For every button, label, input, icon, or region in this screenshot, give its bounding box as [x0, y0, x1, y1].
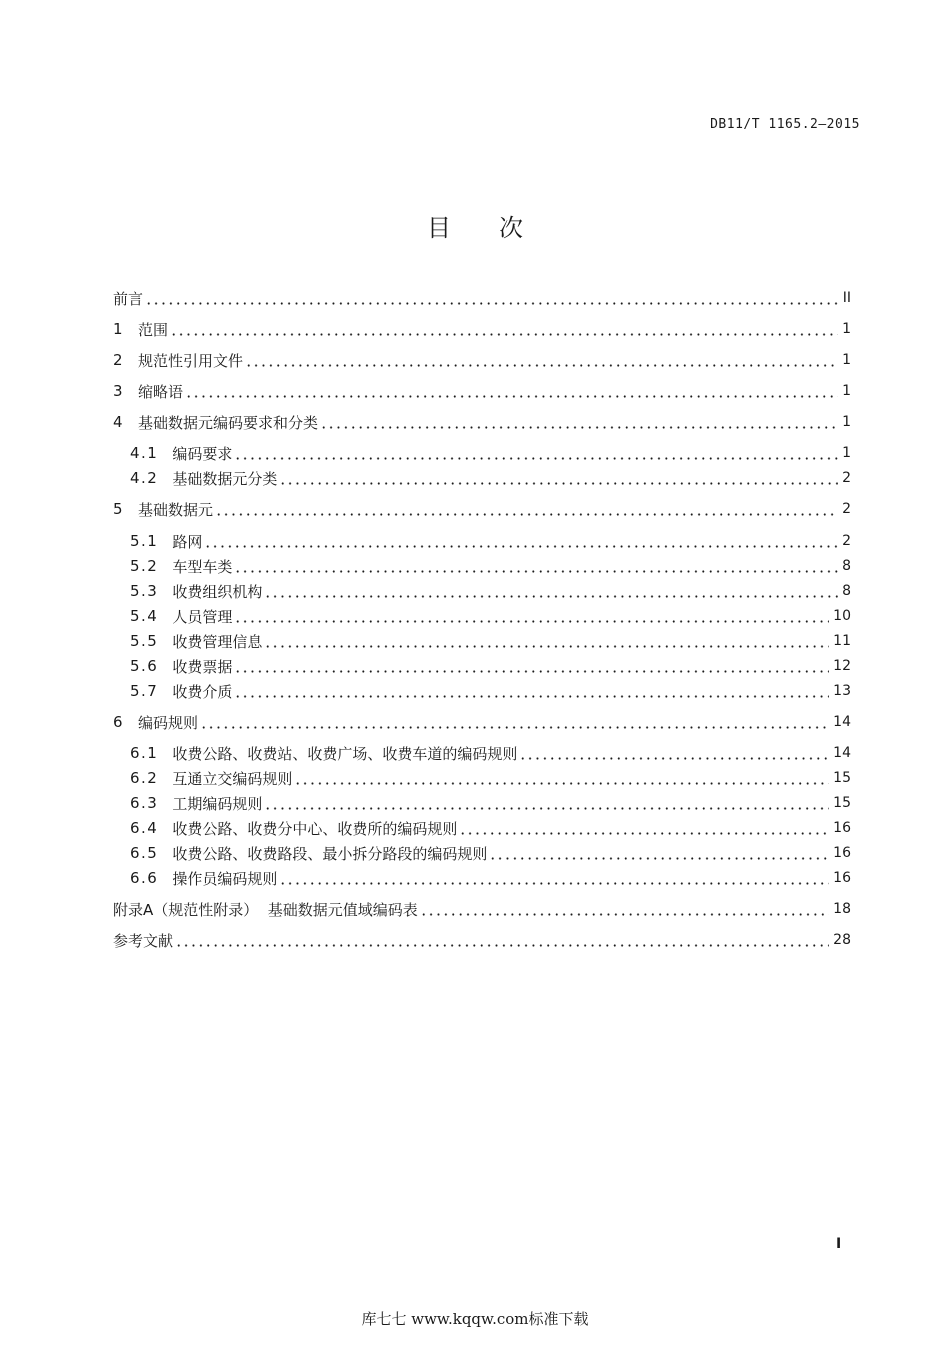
- toc-entry-number: 5.5: [130, 632, 159, 650]
- toc-entry-label: 互通立交编码规则: [172, 769, 293, 788]
- toc-entry[interactable]: [113, 412, 851, 432]
- toc-entry-number: 5.4: [130, 607, 159, 625]
- toc-entry-number: 6: [113, 713, 125, 731]
- toc-entry-number: 5.1: [130, 532, 159, 550]
- toc-entry-page: 2: [842, 533, 851, 549]
- toc-entry[interactable]: [113, 319, 851, 339]
- toc-entry-label: 工期编码规则: [172, 794, 263, 813]
- toc-entry-page: 13: [833, 683, 851, 699]
- toc-leader-dots: [420, 899, 829, 919]
- toc-entry-label: 参考文献: [113, 931, 174, 950]
- toc-entry-number: 5: [113, 500, 125, 518]
- toc-entry-page: 10: [833, 608, 851, 624]
- toc-leader-dots: [145, 288, 839, 308]
- toc-entry-label: 编码规则: [138, 713, 199, 732]
- toc-leader-dots: [204, 531, 838, 551]
- toc-subentry[interactable]: [130, 443, 851, 463]
- page-title: 目次: [427, 214, 571, 242]
- toc-subentry[interactable]: [130, 681, 851, 701]
- toc-entry[interactable]: [113, 381, 851, 401]
- toc-subentry[interactable]: [130, 631, 851, 651]
- toc-entry-label: 基础数据元分类: [172, 469, 278, 488]
- toc-entry-label: 人员管理: [172, 607, 233, 626]
- toc-leader-dots: [294, 768, 829, 788]
- toc-entry-label: 车型车类: [172, 557, 233, 576]
- toc-subentry[interactable]: [130, 793, 851, 813]
- toc-entry[interactable]: [113, 350, 851, 370]
- toc-leader-dots: [245, 350, 838, 370]
- toc-leader-dots: [279, 468, 838, 488]
- toc-entry-page: 16: [833, 845, 851, 861]
- toc-entry-number: 6.3: [130, 794, 159, 812]
- toc-entry-references[interactable]: [113, 930, 851, 950]
- toc-entry-page: 1: [842, 383, 851, 399]
- toc-subentry[interactable]: [130, 818, 851, 838]
- toc-entry-page: II: [842, 290, 851, 306]
- toc-leader-dots: [264, 631, 829, 651]
- toc-leader-dots: [215, 499, 838, 519]
- toc-entry-label: 收费公路、收费分中心、收费所的编码规则: [172, 819, 458, 838]
- toc-entry-label: 规范性引用文件: [138, 351, 244, 370]
- toc-entry-label: 基础数据元: [138, 500, 214, 519]
- toc-entry-page: 12: [833, 658, 851, 674]
- toc-entry-label: 编码要求: [172, 444, 233, 463]
- toc-entry-number: 6.6: [130, 869, 159, 887]
- toc-subentry[interactable]: [130, 768, 851, 788]
- toc-leader-dots: [170, 319, 838, 339]
- toc-entry-number: 4.1: [130, 444, 159, 462]
- toc-entry-number: 6.2: [130, 769, 159, 787]
- toc-entry-number: 5.2: [130, 557, 159, 575]
- toc-leader-dots: [234, 443, 838, 463]
- toc-leader-dots: [519, 743, 829, 763]
- toc-entry-page: 15: [833, 795, 851, 811]
- toc-entry-page: 2: [842, 470, 851, 486]
- toc-entry-page: 16: [833, 820, 851, 836]
- toc-entry-label: 收费管理信息: [172, 632, 263, 651]
- toc-entry-number: 5.3: [130, 582, 159, 600]
- toc-entry-number: 4.2: [130, 469, 159, 487]
- toc-entry-number: 5.6: [130, 657, 159, 675]
- toc-entry-label: 收费组织机构: [172, 582, 263, 601]
- toc-subentry[interactable]: [130, 843, 851, 863]
- toc-entry[interactable]: [113, 712, 851, 732]
- toc-entry-page: 1: [842, 445, 851, 461]
- toc-entry-page: 15: [833, 770, 851, 786]
- toc-leader-dots: [459, 818, 829, 838]
- toc-subentry[interactable]: [130, 656, 851, 676]
- page-number: I: [836, 1236, 842, 1252]
- toc-subentry[interactable]: [130, 743, 851, 763]
- toc-subentry[interactable]: [130, 606, 851, 626]
- toc-entry[interactable]: [113, 499, 851, 519]
- toc-leader-dots: [279, 868, 829, 888]
- toc-subentry[interactable]: [130, 581, 851, 601]
- footer-watermark: 库七七 www.kqqw.com标准下载: [361, 1310, 589, 1328]
- toc-entry-page: 2: [842, 501, 851, 517]
- toc-entry-number: 3: [113, 382, 125, 400]
- toc-leader-dots: [234, 556, 838, 576]
- toc-leader-dots: [489, 843, 829, 863]
- toc-entry-label: 收费公路、收费路段、最小拆分路段的编码规则: [172, 844, 488, 863]
- toc-leader-dots: [234, 606, 829, 626]
- toc-entry-page: 28: [833, 932, 851, 948]
- toc-leader-dots: [264, 793, 829, 813]
- toc-entry-label: 收费公路、收费站、收费广场、收费车道的编码规则: [172, 744, 518, 763]
- toc-leader-dots: [264, 581, 838, 601]
- toc-entry-page: 8: [842, 558, 851, 574]
- toc-leader-dots: [185, 381, 838, 401]
- toc-subentry[interactable]: [130, 868, 851, 888]
- toc-entry[interactable]: [113, 288, 851, 308]
- document-code: DB11/T 1165.2—2015: [710, 117, 860, 132]
- toc-entry-page: 8: [842, 583, 851, 599]
- toc-entry-label: 基础数据元编码要求和分类: [138, 413, 319, 432]
- toc-entry-page: 14: [833, 745, 851, 761]
- toc-entry-label: 收费介质: [172, 682, 233, 701]
- toc-entry-page: 1: [842, 352, 851, 368]
- toc-entry-label: 缩略语: [138, 382, 184, 401]
- toc-subentry[interactable]: [130, 468, 851, 488]
- toc-entry-number: 4: [113, 413, 125, 431]
- toc-leader-dots: [320, 412, 838, 432]
- toc-subentry[interactable]: [130, 556, 851, 576]
- toc-entry-page: 14: [833, 714, 851, 730]
- toc-leader-dots: [234, 656, 829, 676]
- toc-entry-page: 11: [833, 633, 851, 649]
- toc-entry-label: 操作员编码规则: [172, 869, 278, 888]
- toc-entry-label: 前言: [113, 289, 144, 308]
- toc-entry-appendix[interactable]: [113, 899, 851, 919]
- toc-entry-label: 范围: [138, 320, 169, 339]
- toc-entry-label: 路网: [172, 532, 203, 551]
- toc-leader-dots: [175, 930, 829, 950]
- toc-entry-number: 5.7: [130, 682, 159, 700]
- toc-subentry[interactable]: [130, 531, 851, 551]
- toc-entry-number: 6.4: [130, 819, 159, 837]
- toc-entry-label: 附录A（规范性附录） 基础数据元值域编码表: [113, 900, 418, 919]
- toc-entry-label: 收费票据: [172, 657, 233, 676]
- toc-entry-number: 1: [113, 320, 125, 338]
- toc-entry-page: 16: [833, 870, 851, 886]
- toc-entry-page: 1: [842, 321, 851, 337]
- toc-leader-dots: [200, 712, 829, 732]
- toc-entry-number: 2: [113, 351, 125, 369]
- toc-entry-number: 6.1: [130, 744, 159, 762]
- toc-entry-number: 6.5: [130, 844, 159, 862]
- toc-entry-page: 18: [833, 901, 851, 917]
- toc-leader-dots: [234, 681, 829, 701]
- toc-entry-page: 1: [842, 414, 851, 430]
